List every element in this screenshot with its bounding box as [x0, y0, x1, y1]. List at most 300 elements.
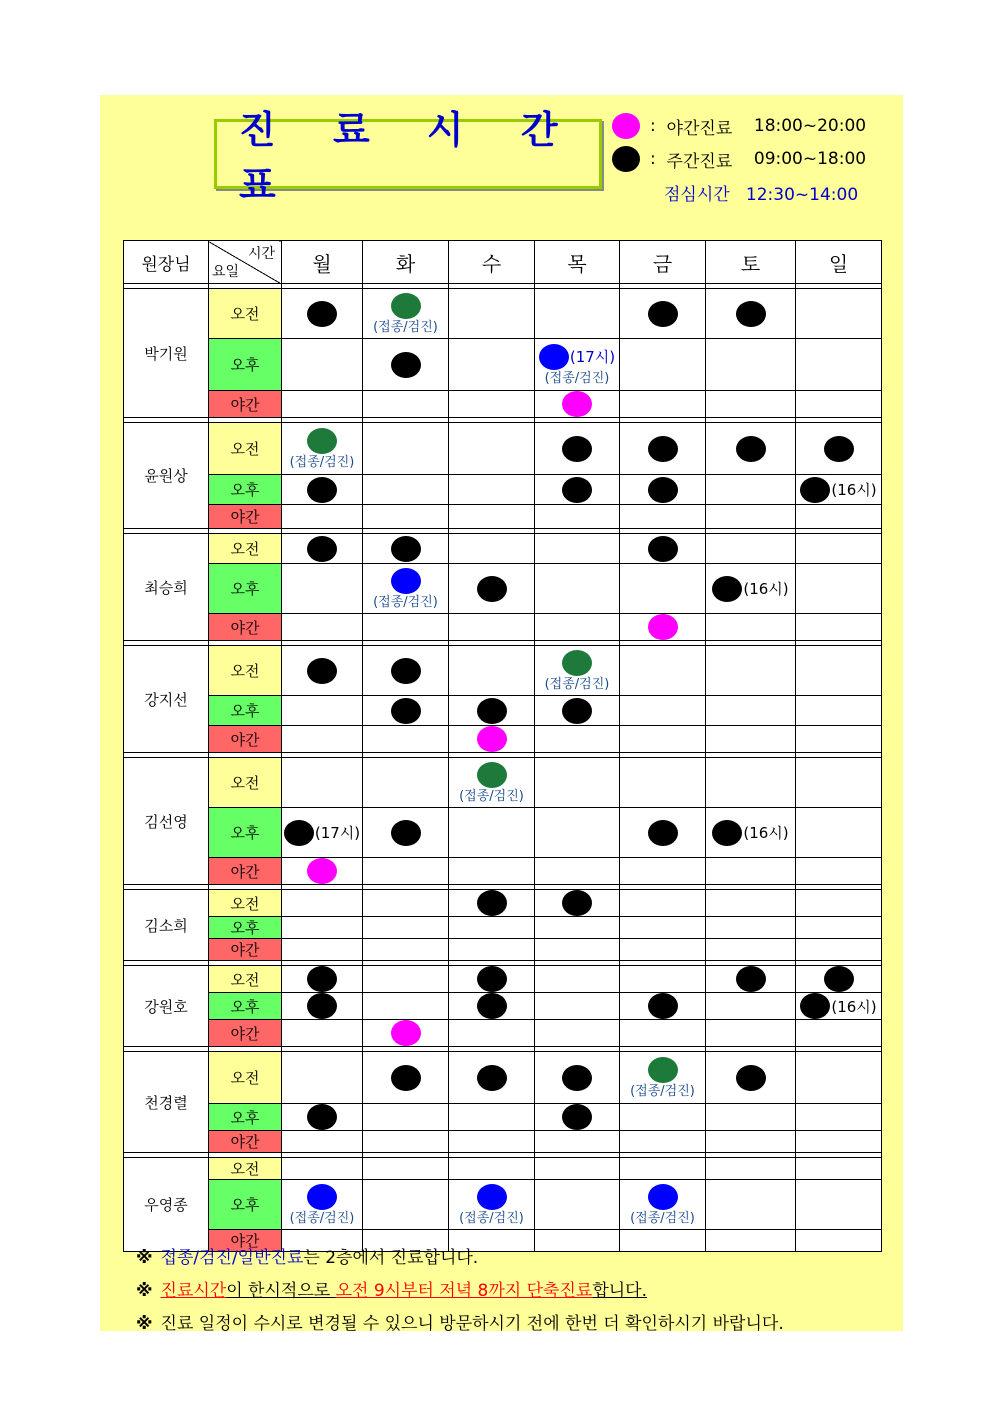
- period-label: 오전: [209, 423, 282, 475]
- period-label: 오후: [209, 1104, 282, 1131]
- schedule-cell: [363, 1104, 449, 1131]
- period-label: 오전: [209, 758, 282, 808]
- period-label: 오후: [209, 808, 282, 858]
- vaccination-note: (접종/검진): [630, 1210, 695, 1226]
- schedule-cell: [796, 726, 882, 753]
- vaccination-note: (접종/검진): [544, 676, 610, 692]
- day-header: 목: [535, 241, 620, 284]
- schedule-cell: [282, 939, 363, 961]
- blue-dot-icon: [307, 1184, 337, 1210]
- black-dot-icon: [477, 966, 507, 992]
- period-label: 야간: [209, 1131, 282, 1153]
- schedule-cell: [449, 1131, 535, 1153]
- schedule-cell: [363, 534, 449, 564]
- period-label: 오전: [209, 534, 282, 564]
- note-3: [136, 1308, 784, 1341]
- end-time-label: (16시): [743, 580, 789, 598]
- table-row: [124, 1020, 882, 1047]
- schedule-cell: [620, 890, 706, 917]
- black-dot-icon: [800, 477, 830, 503]
- end-time-label: (16시): [743, 824, 789, 842]
- schedule-cell: [535, 646, 620, 696]
- schedule-cell: [706, 391, 796, 418]
- schedule-cell: [535, 808, 620, 858]
- black-dot-icon: [477, 698, 507, 724]
- day-header: 월: [282, 241, 363, 284]
- day-header: 토: [706, 241, 796, 284]
- schedule-cell: [535, 858, 620, 885]
- schedule-cell: [706, 1131, 796, 1153]
- table-row: [124, 646, 882, 696]
- black-dot-icon: [648, 301, 678, 327]
- schedule-cell: [706, 696, 796, 726]
- day-header: 금: [620, 241, 706, 284]
- doctor-name: 김선영: [124, 758, 209, 885]
- table-row: [124, 966, 882, 993]
- vaccination-note: (접종/검진): [630, 1083, 695, 1099]
- schedule-cell: [282, 808, 363, 858]
- schedule-cell: [363, 1158, 449, 1180]
- schedule-cell: [706, 534, 796, 564]
- period-label: 오후: [209, 696, 282, 726]
- schedule-cell: [449, 966, 535, 993]
- schedule-cell: [620, 505, 706, 529]
- schedule-cell: [620, 391, 706, 418]
- black-dot-icon: [648, 993, 678, 1019]
- schedule-cell: [706, 289, 796, 339]
- schedule-cell: [535, 1104, 620, 1131]
- doctor-name: 최승희: [124, 534, 209, 641]
- vaccination-note: (접종/검진): [373, 319, 438, 335]
- black-dot-icon: [477, 890, 507, 916]
- schedule-cell: [363, 758, 449, 808]
- schedule-cell: [620, 758, 706, 808]
- black-dot-icon: [477, 1065, 507, 1091]
- schedule-cell: [706, 475, 796, 505]
- end-time-label: (17시): [314, 824, 361, 842]
- schedule-cell: [363, 339, 449, 391]
- note-1-highlight: 접종/검진/일반진료: [160, 1248, 304, 1268]
- doctor-name: 강원호: [124, 966, 209, 1047]
- table-row: [124, 917, 882, 939]
- schedule-cell: [363, 1020, 449, 1047]
- legend-day: : 주간진료 09:00~18:00: [612, 146, 866, 172]
- schedule-cell: [282, 1158, 363, 1180]
- period-label: 오후: [209, 1180, 282, 1230]
- black-dot-icon: [391, 1065, 421, 1091]
- black-dot-icon: [307, 993, 337, 1019]
- schedule-cell: [796, 1131, 882, 1153]
- black-dot-icon: [391, 820, 421, 846]
- lunch-time: [664, 180, 858, 205]
- black-dot-icon: [824, 436, 854, 462]
- schedule-cell: [282, 1020, 363, 1047]
- black-dot-icon: [391, 352, 421, 378]
- schedule-cell: [282, 564, 363, 614]
- schedule-cell: [706, 564, 796, 614]
- schedule-body: [124, 284, 882, 1252]
- legend-day-label: 주간진료: [666, 151, 733, 172]
- vaccination-note: (접종/검진): [373, 594, 438, 610]
- schedule-cell: [363, 1052, 449, 1104]
- schedule-cell: [535, 564, 620, 614]
- black-dot-icon: [562, 698, 592, 724]
- schedule-cell: [535, 1020, 620, 1047]
- schedule-cell: [796, 1158, 882, 1180]
- schedule-cell: [363, 696, 449, 726]
- schedule-cell: [282, 858, 363, 885]
- black-dot-icon: [307, 966, 337, 992]
- schedule-cell: [620, 1104, 706, 1131]
- day-header: 수: [449, 241, 535, 284]
- schedule-cell: [535, 1158, 620, 1180]
- schedule-cell: [620, 939, 706, 961]
- black-dot-icon: [736, 301, 766, 327]
- legend-night: : 야간진료 18:00~20:00: [612, 113, 866, 139]
- vaccination-note: (접종/검진): [459, 1210, 524, 1226]
- schedule-cell: [535, 696, 620, 726]
- schedule-table: [123, 240, 882, 1252]
- black-dot-icon: [562, 1104, 592, 1130]
- black-dot-icon: [307, 301, 337, 327]
- schedule-cell: [706, 1052, 796, 1104]
- period-label: 오전: [209, 1158, 282, 1180]
- end-time-label: (16시): [831, 997, 877, 1016]
- note-2-d: 합니다.: [592, 1281, 647, 1301]
- green-dot-icon: [648, 1057, 678, 1083]
- schedule-cell: [620, 1052, 706, 1104]
- black-dot-icon: [307, 658, 337, 684]
- schedule-cell: [363, 505, 449, 529]
- schedule-cell: [620, 858, 706, 885]
- schedule-cell: [535, 726, 620, 753]
- period-label: 야간: [209, 391, 282, 418]
- schedule-cell: [706, 1158, 796, 1180]
- schedule-cell: [706, 646, 796, 696]
- black-dot-icon: [800, 993, 830, 1019]
- schedule-cell: [796, 1052, 882, 1104]
- black-dot-icon: [391, 536, 421, 562]
- schedule-cell: [363, 890, 449, 917]
- schedule-cell: [449, 423, 535, 475]
- black-dot-icon: [477, 993, 507, 1019]
- black-dot-icon: [562, 436, 592, 462]
- schedule-cell: [535, 289, 620, 339]
- schedule-cell: [363, 391, 449, 418]
- schedule-cell: [282, 534, 363, 564]
- black-dot-icon: [391, 698, 421, 724]
- schedule-cell: [449, 808, 535, 858]
- schedule-cell: [706, 993, 796, 1020]
- time-day-header: [209, 241, 282, 284]
- end-time-label: (17시): [569, 348, 616, 366]
- doctor-name: 윤원상: [124, 423, 209, 529]
- black-dot-icon: [307, 477, 337, 503]
- schedule-cell: [535, 993, 620, 1020]
- schedule-cell: [282, 1104, 363, 1131]
- green-dot-icon: [307, 428, 337, 454]
- table-row: [124, 808, 882, 858]
- schedule-cell: [282, 423, 363, 475]
- schedule-cell: [620, 1180, 706, 1230]
- schedule-cell: [796, 391, 882, 418]
- title-box: [214, 108, 602, 207]
- table-row: [124, 1131, 882, 1153]
- notes: [136, 1242, 784, 1341]
- schedule-cell: [535, 758, 620, 808]
- schedule-cell: [706, 939, 796, 961]
- black-dot-icon: [562, 477, 592, 503]
- table-row: [124, 1158, 882, 1180]
- schedule-cell: [449, 1052, 535, 1104]
- table-row: [124, 858, 882, 885]
- doctor-name: 박기원: [124, 289, 209, 418]
- black-dot-icon: [284, 820, 314, 846]
- schedule-cell: [363, 289, 449, 339]
- doctor-name: 천경렬: [124, 1052, 209, 1153]
- black-dot-icon: [648, 536, 678, 562]
- period-label: 오전: [209, 646, 282, 696]
- schedule-cell: [535, 475, 620, 505]
- schedule-cell: [363, 1180, 449, 1230]
- magenta-dot-icon: [307, 858, 337, 884]
- black-dot-icon: [712, 820, 742, 846]
- black-dot-icon: [648, 477, 678, 503]
- schedule-cell: [706, 1104, 796, 1131]
- schedule-cell: [796, 758, 882, 808]
- note-3-text: 진료 일정이 수시로 변경될 수 있으니 방문하시기 전에 한번 더 확인하시기 바랍니다.: [160, 1314, 784, 1334]
- table-row: [124, 1052, 882, 1104]
- schedule-cell: [796, 505, 882, 529]
- schedule-cell: [535, 534, 620, 564]
- table-row: [124, 423, 882, 475]
- schedule-cell: [620, 289, 706, 339]
- schedule-cell: [363, 726, 449, 753]
- schedule-cell: [449, 726, 535, 753]
- schedule-cell: [535, 939, 620, 961]
- schedule-cell: [706, 726, 796, 753]
- period-label: 오후: [209, 993, 282, 1020]
- header-row: [124, 241, 882, 284]
- schedule-cell: [796, 564, 882, 614]
- schedule-cell: [535, 614, 620, 641]
- schedule-cell: [796, 289, 882, 339]
- schedule-cell: [282, 614, 363, 641]
- schedule-cell: [282, 758, 363, 808]
- period-label: 야간: [209, 726, 282, 753]
- schedule-cell: [449, 289, 535, 339]
- schedule-cell: [282, 1052, 363, 1104]
- table-row: [124, 614, 882, 641]
- schedule-cell: [796, 966, 882, 993]
- table-row: [124, 475, 882, 505]
- green-dot-icon: [477, 762, 507, 788]
- period-label: 오후: [209, 475, 282, 505]
- schedule-cell: [796, 1180, 882, 1230]
- schedule-cell: [282, 339, 363, 391]
- blue-dot-icon: [648, 1184, 678, 1210]
- black-dot-icon: [736, 1065, 766, 1091]
- black-dot-icon: [824, 966, 854, 992]
- schedule-cell: [535, 423, 620, 475]
- schedule-cell: [796, 339, 882, 391]
- schedule-cell: [282, 505, 363, 529]
- note-2-a: 진료시간: [160, 1281, 227, 1301]
- schedule-cell: [449, 475, 535, 505]
- schedule-cell: [535, 391, 620, 418]
- schedule-cell: [363, 1131, 449, 1153]
- vaccination-note: (접종/검진): [544, 370, 610, 386]
- schedule-cell: [282, 1131, 363, 1153]
- end-time-label: (16시): [831, 481, 877, 499]
- lunch-value: 12:30~14:00: [745, 185, 859, 205]
- schedule-cell: [449, 917, 535, 939]
- schedule-cell: [620, 1131, 706, 1153]
- schedule-cell: [363, 475, 449, 505]
- doctor-name: 김소희: [124, 890, 209, 961]
- schedule-cell: [363, 939, 449, 961]
- schedule-cell: [620, 564, 706, 614]
- schedule-cell: [620, 1158, 706, 1180]
- green-dot-icon: [562, 650, 592, 676]
- blue-dot-icon: [539, 344, 569, 370]
- schedule-cell: [620, 614, 706, 641]
- schedule-cell: [449, 858, 535, 885]
- schedule-cell: [620, 696, 706, 726]
- note-1: [136, 1242, 784, 1275]
- schedule-cell: [282, 917, 363, 939]
- schedule-cell: [449, 339, 535, 391]
- schedule-cell: [535, 1052, 620, 1104]
- vaccination-note: (접종/검진): [459, 788, 524, 804]
- table-row: [124, 534, 882, 564]
- schedule-cell: [363, 423, 449, 475]
- black-dot-icon: [736, 436, 766, 462]
- schedule-cell: [620, 475, 706, 505]
- schedule-cell: [796, 808, 882, 858]
- period-label: 야간: [209, 1020, 282, 1047]
- page-title: 진 료 시 간 표: [239, 108, 580, 207]
- black-dot-icon: [307, 536, 337, 562]
- blue-dot-icon: [477, 1184, 507, 1210]
- black-dot-icon: [736, 966, 766, 992]
- schedule-cell: [363, 808, 449, 858]
- table-row: [124, 339, 882, 391]
- black-dot-icon: [712, 576, 742, 602]
- schedule-cell: [282, 475, 363, 505]
- schedule-cell: [706, 505, 796, 529]
- schedule-cell: [706, 1180, 796, 1230]
- note-mark: ※: [136, 1314, 153, 1334]
- schedule-cell: [796, 1020, 882, 1047]
- schedule-cell: [282, 696, 363, 726]
- schedule-cell: [796, 614, 882, 641]
- period-label: 오전: [209, 890, 282, 917]
- schedule-cell: [282, 966, 363, 993]
- schedule-cell: [363, 993, 449, 1020]
- schedule-cell: [449, 758, 535, 808]
- schedule-cell: [620, 1020, 706, 1047]
- magenta-dot-icon: [648, 614, 678, 640]
- magenta-dot-icon: [612, 113, 640, 139]
- diag-top-label: 시간: [247, 246, 275, 262]
- period-label: 오전: [209, 289, 282, 339]
- schedule-cell: [796, 534, 882, 564]
- schedule-cell: [449, 696, 535, 726]
- schedule-cell: [620, 423, 706, 475]
- schedule-cell: [706, 339, 796, 391]
- schedule-cell: [449, 391, 535, 418]
- black-dot-icon: [612, 146, 640, 172]
- schedule-cell: [282, 890, 363, 917]
- schedule-cell: [706, 758, 796, 808]
- schedule-cell: [363, 614, 449, 641]
- table-row: [124, 758, 882, 808]
- schedule-cell: [706, 614, 796, 641]
- schedule-cell: [706, 858, 796, 885]
- schedule-cell: [535, 505, 620, 529]
- schedule-cell: [449, 1020, 535, 1047]
- schedule-cell: [449, 1104, 535, 1131]
- schedule-cell: [796, 858, 882, 885]
- table-row: [124, 289, 882, 339]
- table-row: [124, 696, 882, 726]
- schedule-cell: [535, 966, 620, 993]
- note-2-c: 오전 9시부터 저녁 8까지 단축진료: [335, 1281, 593, 1301]
- period-label: 야간: [209, 1230, 282, 1252]
- schedule-cell: [363, 858, 449, 885]
- doctor-name: 우영종: [124, 1158, 209, 1252]
- schedule-cell: [449, 1158, 535, 1180]
- period-label: 오전: [209, 966, 282, 993]
- table-row: [124, 1180, 882, 1230]
- schedule-cell: [620, 917, 706, 939]
- black-dot-icon: [562, 1065, 592, 1091]
- table-row: [124, 726, 882, 753]
- schedule-cell: [620, 993, 706, 1020]
- note-mark: ※: [136, 1281, 153, 1301]
- note-2: [136, 1275, 784, 1308]
- legend-day-time: 09:00~18:00: [753, 149, 867, 169]
- day-header: 일: [796, 241, 882, 284]
- schedule-cell: [706, 966, 796, 993]
- note-1-text: 는 2층에서 진료합니다.: [303, 1248, 479, 1268]
- schedule-cell: [282, 993, 363, 1020]
- table-row: [124, 1104, 882, 1131]
- schedule-cell: [282, 1180, 363, 1230]
- schedule-cell: [449, 993, 535, 1020]
- schedule-cell: [796, 939, 882, 961]
- schedule-cell: [796, 890, 882, 917]
- diag-bottom-label: 요일: [212, 264, 240, 280]
- schedule-cell: [449, 939, 535, 961]
- black-dot-icon: [391, 658, 421, 684]
- schedule-cell: [282, 726, 363, 753]
- schedule-cell: [796, 917, 882, 939]
- period-label: 오전: [209, 1052, 282, 1104]
- schedule-cell: [796, 646, 882, 696]
- table-row: [124, 564, 882, 614]
- schedule-cell: [449, 890, 535, 917]
- magenta-dot-icon: [391, 1020, 421, 1046]
- legend-night-label: 야간진료: [666, 118, 733, 139]
- schedule-cell: [449, 564, 535, 614]
- schedule-cell: [282, 646, 363, 696]
- schedule-cell: [620, 534, 706, 564]
- schedule-cell: [620, 339, 706, 391]
- magenta-dot-icon: [562, 391, 592, 417]
- schedule-cell: [796, 1104, 882, 1131]
